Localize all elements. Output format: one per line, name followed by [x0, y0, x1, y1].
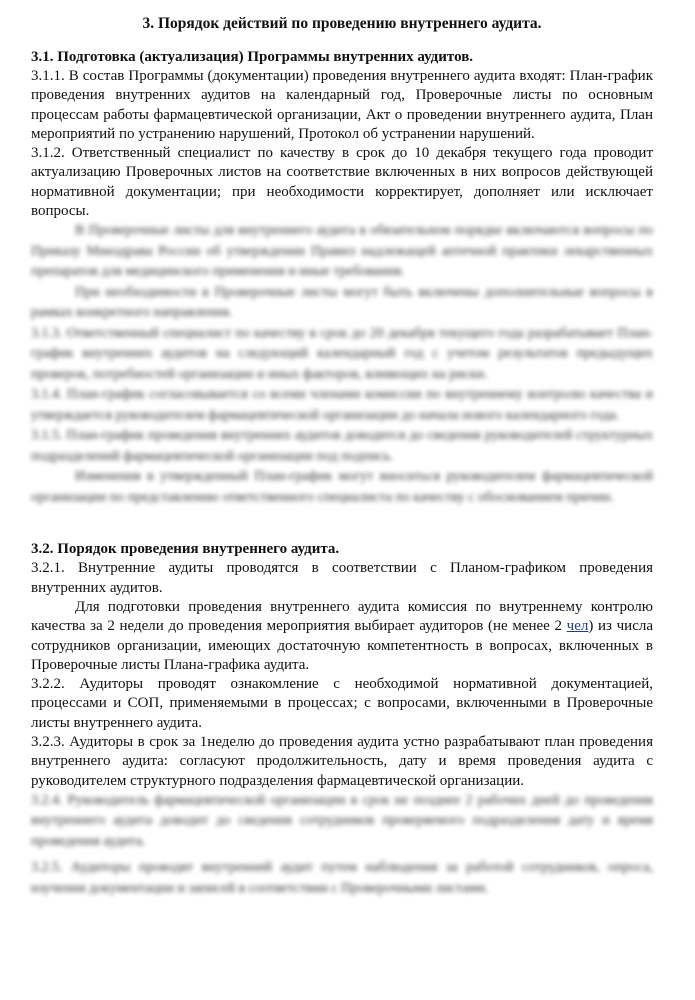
paragraph-text: Для подготовки проведения внутреннего аудита комиссия по внутреннему контролю качества за 2 недели до проведения мероприятия выбирает аудиторов (не менее 2 — [31, 598, 653, 635]
underlined-word: чел — [566, 618, 589, 635]
blurred-paragraph: При необходимости в Проверочные листы могут быть включены дополнительные вопросы в рамках конкретного направления. — [31, 284, 653, 321]
section-3-2-number: 3.2 — [31, 541, 50, 558]
section-3-1-heading-text: 3.1. Подготовка (актуализация) Программы внутренних аудитов. — [31, 49, 474, 65]
paragraph-3-2-2: 3.2.2. Аудиторы проводят ознакомление с необходимой нормативной документацией, процессами и СОП, применяемыми в процессах; с вопросами, включенными в Проверочные листы внутреннего аудита. — [31, 676, 653, 731]
section-3-2-heading-text: . Порядок проведения внутреннего аудита. — [49, 541, 340, 558]
blurred-paragraph: Изменения в утвержденный План-график могут вноситься руководителем фармацевтической организации по представлению ответственного специалиста по качеству с обоснованием причин. — [31, 469, 653, 505]
blurred-text-block-1 — [31, 221, 653, 508]
blurred-paragraph: 3.1.5. План-график проведения внутренних аудитов доводится до сведения руководителей структурных подразделений фармацевтической организации под подпись. — [31, 428, 653, 464]
blurred-paragraph: 3.2.5. Аудиторы проводят внутренний аудит путем наблюдения за работой сотрудников, опроса, изучения документации и записей в соответствии с Проверочными листами. — [31, 860, 653, 896]
paragraph-3-2-3: 3.2.3. Аудиторы в срок за 1неделю до проведения аудита устно разрабатывают план проведения внутреннего аудита: согласуют продолжительность, дату и время проведения аудита с руководителем структурного подразделения фармацевтической организации. — [31, 734, 653, 789]
blurred-paragraph: В Проверочные листы для внутреннего аудита в обязательном порядке включаются вопросы по Приказу Минздрава России об утверждении Правил надлежащей аптечной практики лекарственных препаратов для медицинского применения и иные требования. — [31, 223, 653, 280]
section-3-2-heading — [31, 540, 653, 559]
paragraph-3-1-1: 3.1.1. В состав Программы (документации) проведения внутреннего аудита входят: План-график проведения внутренних аудитов на календарный год, Проверочные листы по основным процессам работы фармацевтической организации, Акт о проведении внутреннего аудита, План мероприятий по устранению нарушений, Протокол об устранении нарушений. — [31, 68, 653, 142]
paragraph-3-2-1: 3.2.1. Внутренние аудиты проводятся в соответствии с Планом-графиком проведения внутренних аудитов. — [31, 560, 653, 596]
section-3-1-heading — [31, 48, 653, 67]
blurred-text-block-2 — [31, 791, 653, 900]
blurred-paragraph: 3.1.4. План-график согласовывается со всеми членами комиссии по внутреннему контролю качества и утверждается руководителем фармацевтической организации до начала нового календарного года. — [31, 387, 653, 423]
paragraph-3-1-2: 3.1.2. Ответственный специалист по качеству в срок до 10 декабря текущего года проводит актуализацию Проверочных листов на соответствие включенных в них вопросов действующей нормативной документации; при необходимости корректирует, дополняет или исключает вопросы. — [31, 145, 653, 220]
paragraph-3-2-1-auditors — [31, 598, 653, 675]
blurred-paragraph: 3.1.3. Ответственный специалист по качеству в срок до 20 декабря текущего года разрабатывает План-график внутренних аудитов на следующий календарный год с учетом результатов предыдущих проверок, потребностей организации и иных факторов, влияющих на риски. — [31, 325, 653, 382]
blurred-paragraph: 3.2.4. Руководитель фармацевтической организации в срок не позднее 2 рабочих дней до проведения внутреннего аудита доводит до сведения сотрудников проверяемого подразделения дату и время проведения аудита. — [31, 792, 653, 849]
document-page — [31, 14, 653, 899]
paragraph-text: ) из числа сотрудников организации, имеющих достаточную компетентность в вопросах, включенных в Проверочные листы Плана-графика аудита. — [31, 618, 653, 673]
document-title: 3. Порядок действий по проведению внутреннего аудита. — [142, 15, 542, 32]
